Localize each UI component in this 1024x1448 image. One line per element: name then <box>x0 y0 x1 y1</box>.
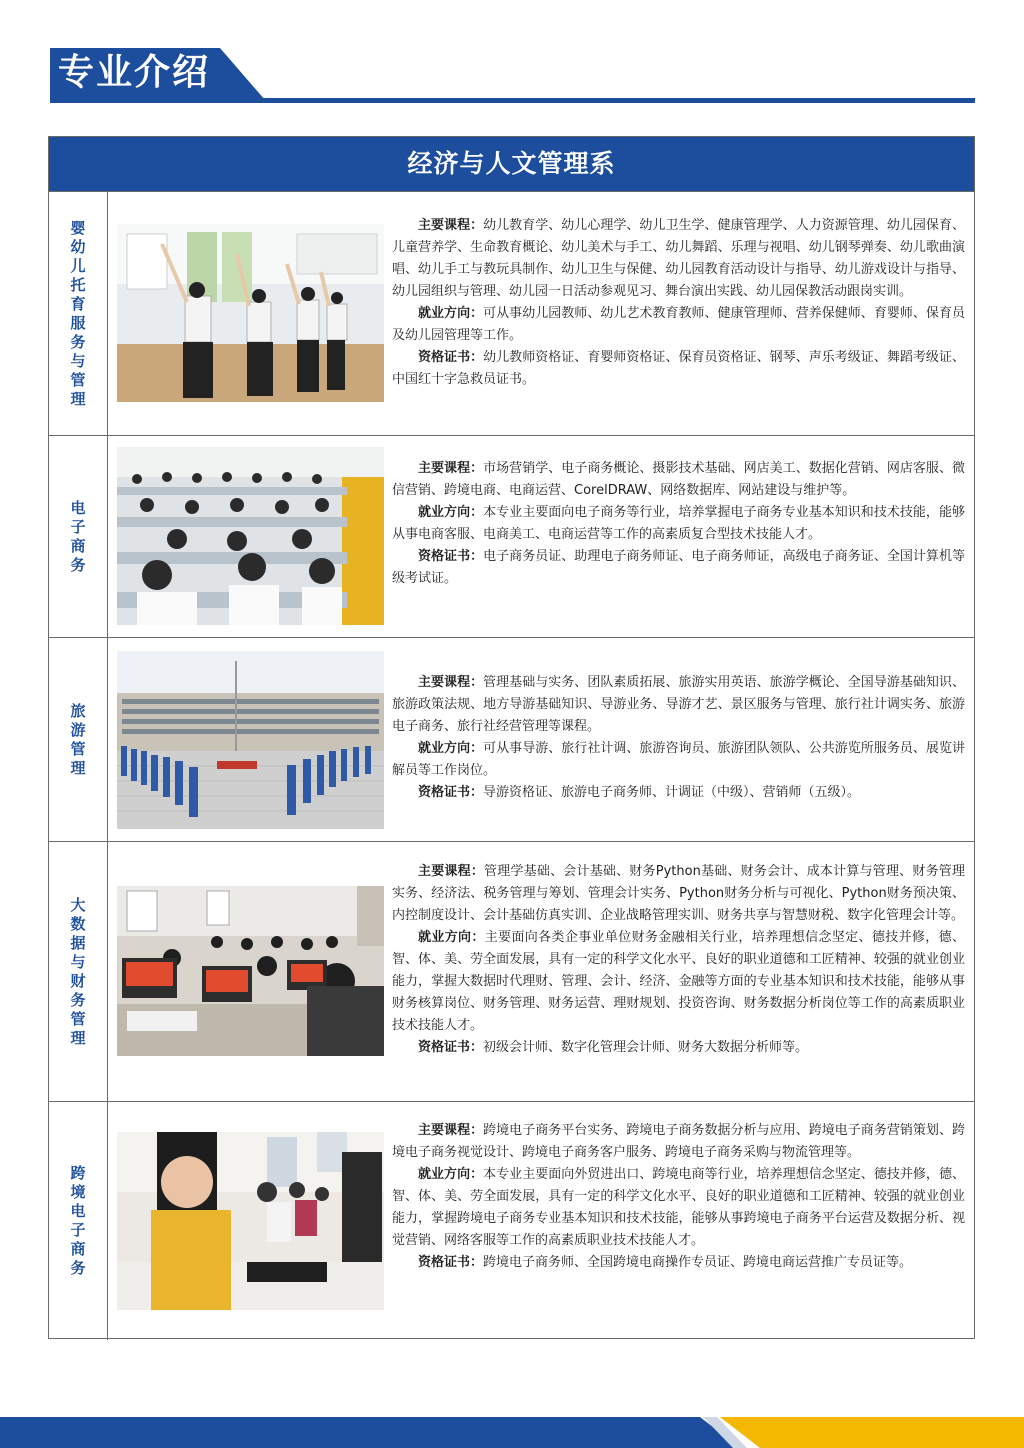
career-text: 可从事幼儿园教师、幼儿艺术教育教师、健康管理师、营养保健师、育婴师、保育员及幼儿园管理等工作。 <box>392 306 965 343</box>
major-name: 婴幼儿托育服务与管理 <box>70 218 86 408</box>
career-text: 本专业主要面向外贸进出口、跨境电商等行业，培养理想信念坚定、德技并修，德、智、体、美、劳全面发展，具有一定的科学文化水平、良好的职业道德和工匠精神、较强的就业创业能力，掌握跨境电子商务专业基本知识和技术技能，能够从事跨境电子商务平台运营及数据分析、视觉营销、网络客服等工作的高素质职业技术技能人才。 <box>392 1167 965 1248</box>
courses-paragraph <box>392 458 965 502</box>
finance-lab-photo <box>117 886 384 1056</box>
courses-paragraph <box>392 672 965 738</box>
career-label: 就业方向： <box>418 306 484 321</box>
certs-label: 资格证书： <box>418 1040 484 1055</box>
certs-text: 电子商务员证、助理电子商务师证、电子商务师证，高级电子商务证、全国计算机等级考试证。 <box>392 549 965 586</box>
certs-paragraph <box>392 1037 965 1059</box>
certs-text: 导游资格证、旅游电子商务师、计调证（中级）、营销师（五级）。 <box>483 785 861 800</box>
career-label: 就业方向： <box>418 930 485 945</box>
student-typing-photo <box>117 1132 384 1310</box>
courses-paragraph <box>392 1120 965 1164</box>
career-paragraph <box>392 738 965 782</box>
footer-yellow-band <box>720 1417 1024 1448</box>
certs-text: 跨境电子商务师、全国跨境电商操作专员证、跨境电商运营推广专员证等。 <box>483 1255 913 1270</box>
courses-text: 跨境电子商务平台实务、跨境电子商务数据分析与应用、跨境电子商务营销策划、跨境电子商务视觉设计、跨境电子商务客户服务、跨境电子商务采购与物流管理等。 <box>392 1123 965 1160</box>
certs-paragraph <box>392 546 965 590</box>
courses-label: 主要课程： <box>418 461 484 476</box>
courses-paragraph <box>392 215 965 303</box>
major-name: 电子商务 <box>70 498 86 574</box>
footer-blue-band <box>0 1417 740 1448</box>
certs-text: 幼儿教师资格证、育婴师资格证、保育员资格证、钢琴、声乐考级证、舞蹈考级证、中国红十字急救员证书。 <box>392 350 965 387</box>
major-name-cell <box>49 1102 108 1340</box>
certs-paragraph <box>392 1252 965 1274</box>
major-row <box>49 841 974 1101</box>
career-text: 主要面向各类企事业单位财务金融相关行业，培养理想信念坚定、德技并修，德、智、体、美、劳全面发展，具有一定的科学文化水平、良好的职业道德和工匠精神、较强的就业创业能力，掌握大数据时代理财、管理、会计、经济、金融等方面的专业基本知识和技术技能，能够从事财务核算岗位、财务管理、财务运营、理财规划、投资咨询、财务数据分析岗位等工作的高素质职业技术技能人才。 <box>392 930 965 1033</box>
certs-paragraph <box>392 347 965 391</box>
courses-label: 主要课程： <box>418 675 484 690</box>
major-name-cell <box>49 842 108 1101</box>
certs-label: 资格证书： <box>418 350 484 365</box>
major-name-cell <box>49 638 108 841</box>
etiquette-team-photo <box>117 651 384 829</box>
major-row <box>49 1101 974 1340</box>
major-description <box>392 861 965 1059</box>
career-paragraph <box>392 1164 965 1252</box>
major-description <box>392 672 965 804</box>
majors-table <box>48 136 975 1339</box>
major-description <box>392 458 965 590</box>
certs-label: 资格证书： <box>418 549 484 564</box>
certs-paragraph <box>392 782 965 804</box>
courses-text: 市场营销学、电子商务概论、摄影技术基础、网店美工、数据化营销、网店客服、微信营销、跨境电商、电商运营、CorelDRAW、网络数据库、网站建设与维护等。 <box>392 461 965 498</box>
page-title: 专业介绍 <box>58 52 211 93</box>
department-banner: 经济与人文管理系 <box>49 137 974 191</box>
courses-label: 主要课程： <box>418 218 484 233</box>
major-name-cell <box>49 192 108 435</box>
major-row <box>49 435 974 637</box>
major-name: 大数据与财务管理 <box>70 895 86 1047</box>
career-text: 本专业主要面向电子商务等行业，培养掌握电子商务专业基本知识和技术技能，能够从事电商客服、电商美工、电商运营等工作的高素质复合型技术技能人才。 <box>392 505 965 542</box>
career-paragraph <box>392 502 965 546</box>
major-row <box>49 637 974 841</box>
certs-label: 资格证书： <box>418 785 484 800</box>
dance-class-photo <box>117 224 384 402</box>
courses-text: 幼儿教育学、幼儿心理学、幼儿卫生学、健康管理学、人力资源管理、幼儿园保育、儿童营养学、生命教育概论、幼儿美术与手工、幼儿舞蹈、乐理与视唱、幼儿钢琴弹奏、幼儿歌曲演唱、幼儿手工与教玩具制作、幼儿卫生与保健、幼儿园教育活动设计与指导、幼儿游戏设计与指导、幼儿园组织与管理、幼儿园一日活动参观见习、舞台演出实践、幼儿园保教活动跟岗实训。 <box>392 218 965 299</box>
courses-label: 主要课程： <box>418 1123 484 1138</box>
major-name-cell <box>49 436 108 637</box>
career-text: 可从事导游、旅行社计调、旅游咨询员、旅游团队领队、公共游览所服务员、展览讲解员等工作岗位。 <box>392 741 965 778</box>
computer-lab-photo <box>117 447 384 625</box>
major-name: 跨境电子商务 <box>70 1164 86 1277</box>
career-paragraph <box>392 927 965 1037</box>
courses-text: 管理学基础、会计基础、财务Python基础、财务会计、成本计算与管理、财务管理实务、经济法、税务管理与筹划、管理会计实务、Python财务分析与可视化、Python财务预决策、内控制度设计、会计基础仿真实训、企业战略管理实训、财务共享与智慧财税、数字化管理会计等。 <box>392 864 965 923</box>
courses-text: 管理基础与实务、团队素质拓展、旅游实用英语、旅游学概论、全国导游基础知识、旅游政策法规、地方导游基础知识、导游业务、导游才艺、景区服务与管理、旅行社计调实务、旅游电子商务、旅行社经营管理等课程。 <box>392 675 965 734</box>
major-name: 旅游管理 <box>70 701 86 777</box>
career-label: 就业方向： <box>418 741 484 756</box>
major-description <box>392 1120 965 1274</box>
courses-paragraph <box>392 861 965 927</box>
major-row <box>49 191 974 435</box>
career-label: 就业方向： <box>418 505 484 520</box>
major-description <box>392 215 965 391</box>
certs-text: 初级会计师、数字化管理会计师、财务大数据分析师等。 <box>483 1040 809 1055</box>
courses-label: 主要课程： <box>418 864 485 879</box>
career-paragraph <box>392 303 965 347</box>
certs-label: 资格证书： <box>418 1255 484 1270</box>
header-rule <box>50 98 975 103</box>
career-label: 就业方向： <box>418 1167 484 1182</box>
